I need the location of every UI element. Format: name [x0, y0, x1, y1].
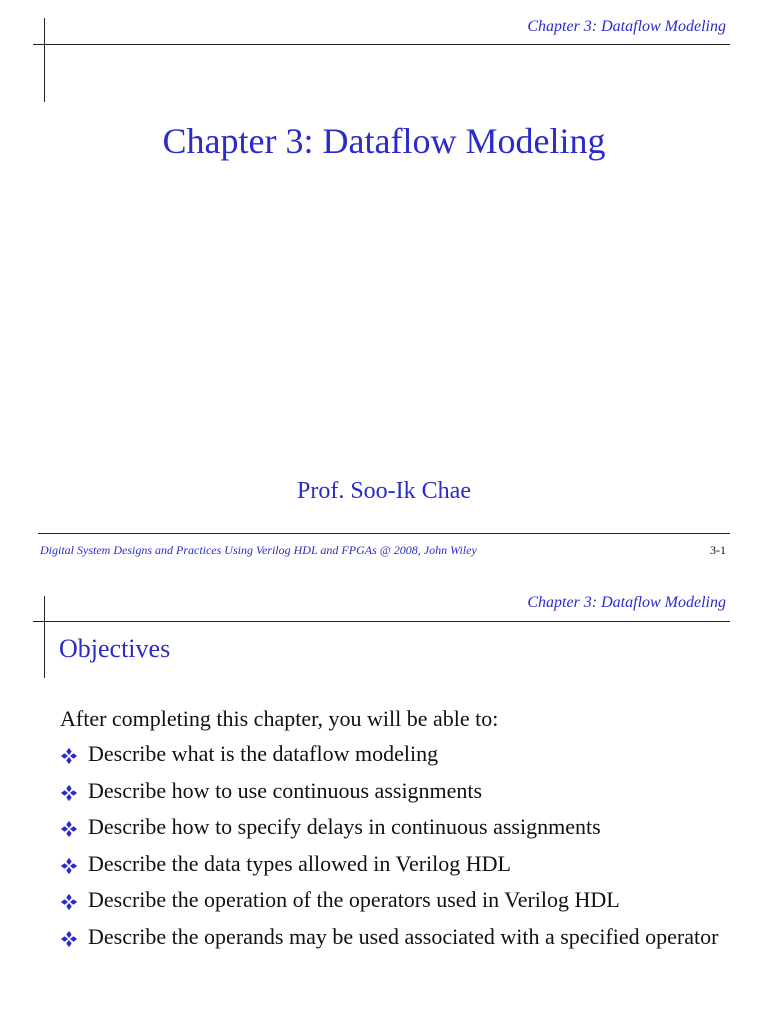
header-rule: [33, 44, 730, 45]
footer-rule: [38, 533, 730, 534]
four-diamond-bullet-icon: [60, 857, 78, 875]
four-diamond-bullet-icon: [60, 784, 78, 802]
four-diamond-bullet-icon: [60, 893, 78, 911]
objective-text: Describe the operands may be used associated with a specified operator: [88, 923, 719, 949]
list-item: [60, 849, 740, 879]
list-item: [60, 776, 740, 806]
corner-mark: [44, 596, 45, 678]
list-item: [60, 922, 740, 952]
running-head: Chapter 3: Dataflow Modeling: [527, 594, 726, 611]
objective-text: Describe what is the dataflow modeling: [88, 741, 439, 766]
section-title: Objectives: [59, 634, 171, 663]
footer-citation: Digital System Designs and Practices Using Verilog HDL and FPGAs @ 2008, John Wiley: [40, 543, 477, 557]
list-item: [60, 812, 740, 842]
four-diamond-bullet-icon: [60, 820, 78, 838]
page-number: 3-1: [710, 543, 726, 557]
objectives-list: [60, 739, 740, 959]
objective-text: Describe the data types allowed in Verilog HDL: [88, 850, 511, 876]
objective-text: Describe how to use continuous assignments: [88, 777, 483, 803]
author-name: Prof. Soo-Ik Chae: [297, 478, 471, 504]
objectives-slide: [0, 576, 768, 1024]
objective-text: Describe the operation of the operators used in Verilog HDL: [88, 887, 620, 913]
four-diamond-bullet-icon: [60, 930, 78, 948]
header-rule: [33, 621, 730, 622]
objectives-intro: After completing this chapter, you will be able to:: [60, 706, 499, 731]
running-head: Chapter 3: Dataflow Modeling: [527, 18, 726, 35]
slide-title: Chapter 3: Dataflow Modeling: [162, 121, 606, 161]
objective-text: Describe how to specify delays in continuous assignments: [88, 814, 601, 840]
four-diamond-bullet-icon: [60, 747, 78, 765]
corner-mark: [44, 18, 45, 102]
list-item: [60, 885, 740, 915]
list-item: [60, 739, 740, 769]
